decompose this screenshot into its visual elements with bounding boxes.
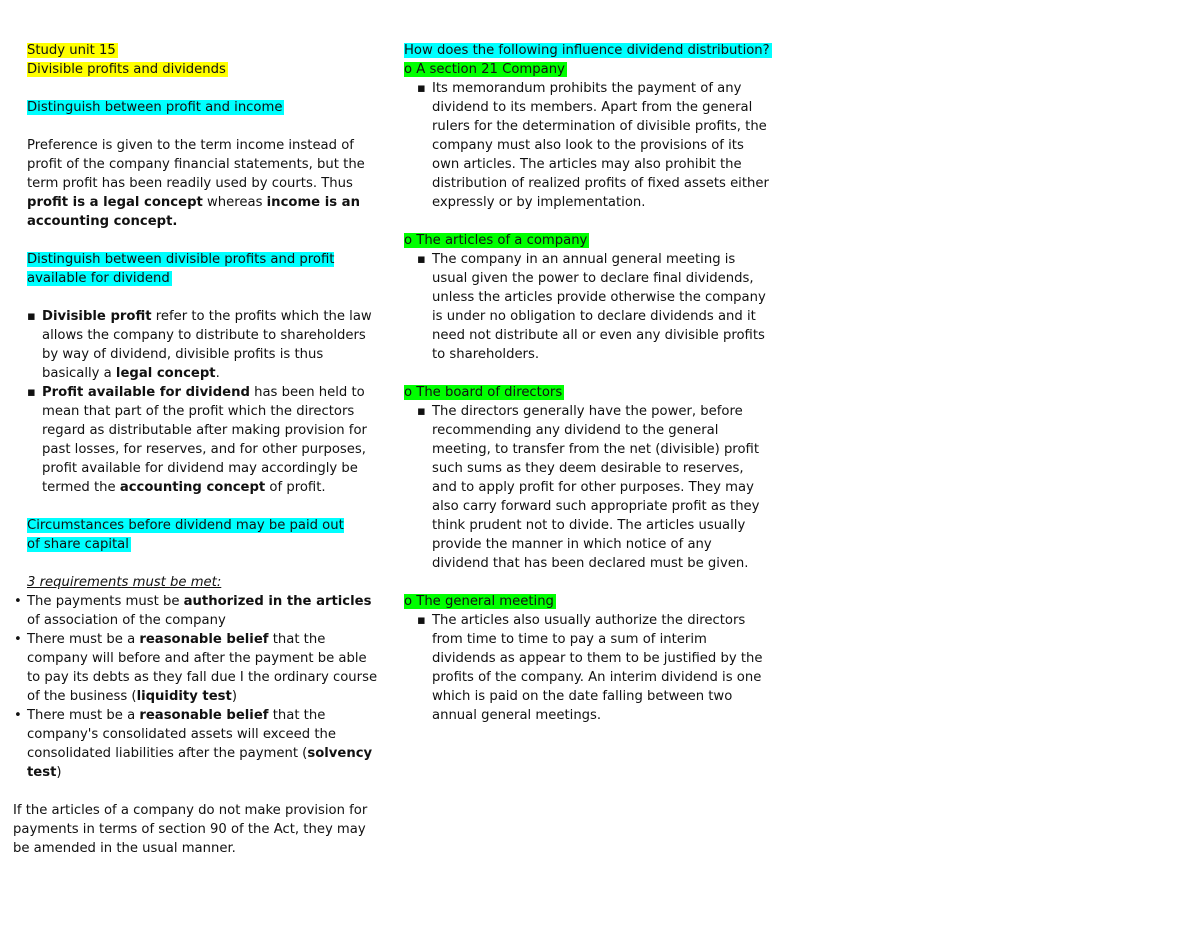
text-span: whereas	[202, 195, 267, 210]
closing-paragraph: If the articles of a company do not make provision for payments in terms of section 90 of the Act, they may be amended in the usual manner.	[13, 803, 368, 856]
general-meeting-heading: o The general meeting	[404, 594, 554, 609]
question-heading: How does the following influence dividend distribution?	[404, 43, 770, 58]
text-span: Preference is given to the term income instead of profit of the company financial statements, but the term profit has been readily used by courts. Thus	[27, 138, 365, 191]
list-item: ▪ The articles also usually authorize the directors from time to time to pay a sum of interim dividends as appear to them to be justified by the profits of the company. An interim dividend is one which is paid on the date falling between two annual general meetings.	[404, 611, 772, 725]
bold-span: liquidity test	[136, 689, 232, 704]
divisible-profit-list	[27, 307, 379, 497]
list-item: ▪ Its memorandum prohibits the payment of any dividend to its members. Apart from the general rulers for the determination of divisible profits, the company must also look to the provisions of its own articles. The articles may also prohibit the distribution of realized profits of fixed assets either expressly or by implementation.	[404, 79, 772, 212]
text-span: has been held to mean that part of the profit which the directors regard as distributable after making provision for past losses, for reserves, and for other purposes, profit available for dividend may accordingly be termed the	[42, 385, 367, 495]
study-unit-subtitle: Divisible profits and dividends	[27, 62, 226, 77]
text-span: that the company's consolidated assets will exceed the consolidated liabilities after the payment (	[27, 708, 336, 761]
articles-heading: o The articles of a company	[404, 233, 588, 248]
text-span: The payments must be	[27, 594, 184, 609]
general-meeting-list	[404, 611, 772, 725]
requirements-list	[13, 592, 379, 782]
board-list	[404, 402, 772, 573]
text-span: of association of the company	[27, 613, 226, 628]
bold-span: Divisible profit	[42, 309, 152, 324]
bold-span: reasonable belief	[139, 632, 269, 647]
bold-span: legal concept	[115, 366, 216, 381]
bold-span: reasonable belief	[139, 708, 269, 723]
left-column	[13, 41, 379, 858]
list-item: ▪ The directors generally have the power, before recommending any dividend to the general meeting, to transfer from the net (divisible) profit such sums as they deem desirable to reserves, and to apply profit for other purposes. They may also carry forward such appropriate profit as they think prudent not to divide. The articles usually provide the manner in which notice of any dividend that has been declared must be given.	[404, 402, 772, 573]
list-item	[27, 307, 379, 383]
text-span: refer to the profits which the law allows the company to distribute to shareholders by way of dividend, divisible profits is thus basically a	[42, 309, 372, 381]
requirements-heading: 3 requirements must be met:	[27, 575, 222, 590]
heading-circumstances: Circumstances before dividend may be paid out of share capital	[27, 518, 344, 552]
articles-list	[404, 250, 772, 364]
text-span: )	[56, 765, 62, 780]
list-item	[13, 706, 379, 782]
heading-profit-vs-income: Distinguish between profit and income	[27, 100, 283, 115]
bold-span: income is an accounting concept.	[27, 195, 360, 229]
list-item	[13, 630, 379, 706]
right-column	[404, 41, 772, 725]
text-span: There must be a	[27, 708, 140, 723]
text-span: There must be a	[27, 632, 140, 647]
text-span: )	[231, 689, 237, 704]
list-item	[13, 592, 379, 630]
board-heading: o The board of directors	[404, 385, 563, 400]
bold-span: Profit available for dividend	[42, 385, 250, 400]
bold-span: accounting concept	[119, 480, 266, 495]
section21-list	[404, 79, 772, 212]
text-span: that the company will before and after the payment be able to pay its debts as they fall due I the ordinary course of the business (	[27, 632, 378, 704]
list-item	[27, 383, 379, 497]
bold-span: solvency test	[27, 746, 373, 780]
heading-divisible-profits: Distinguish between divisible profits and profit available for dividend	[27, 252, 335, 286]
list-item: ▪ The company in an annual general meeting is usual given the power to declare final dividends, unless the articles provide otherwise the company is under no obligation to declare dividends and it need not distribute all or even any divisible profits to shareholders.	[404, 250, 772, 364]
study-unit-title: Study unit 15	[27, 43, 116, 58]
section21-heading: o A section 21 Company	[404, 62, 565, 77]
text-span: of profit.	[265, 480, 326, 495]
paragraph-profit-income	[27, 136, 379, 231]
title-block	[27, 41, 379, 79]
text-span: .	[215, 366, 220, 381]
bold-span: profit is a legal concept	[27, 195, 203, 210]
bold-span: authorized in the articles	[183, 594, 372, 609]
